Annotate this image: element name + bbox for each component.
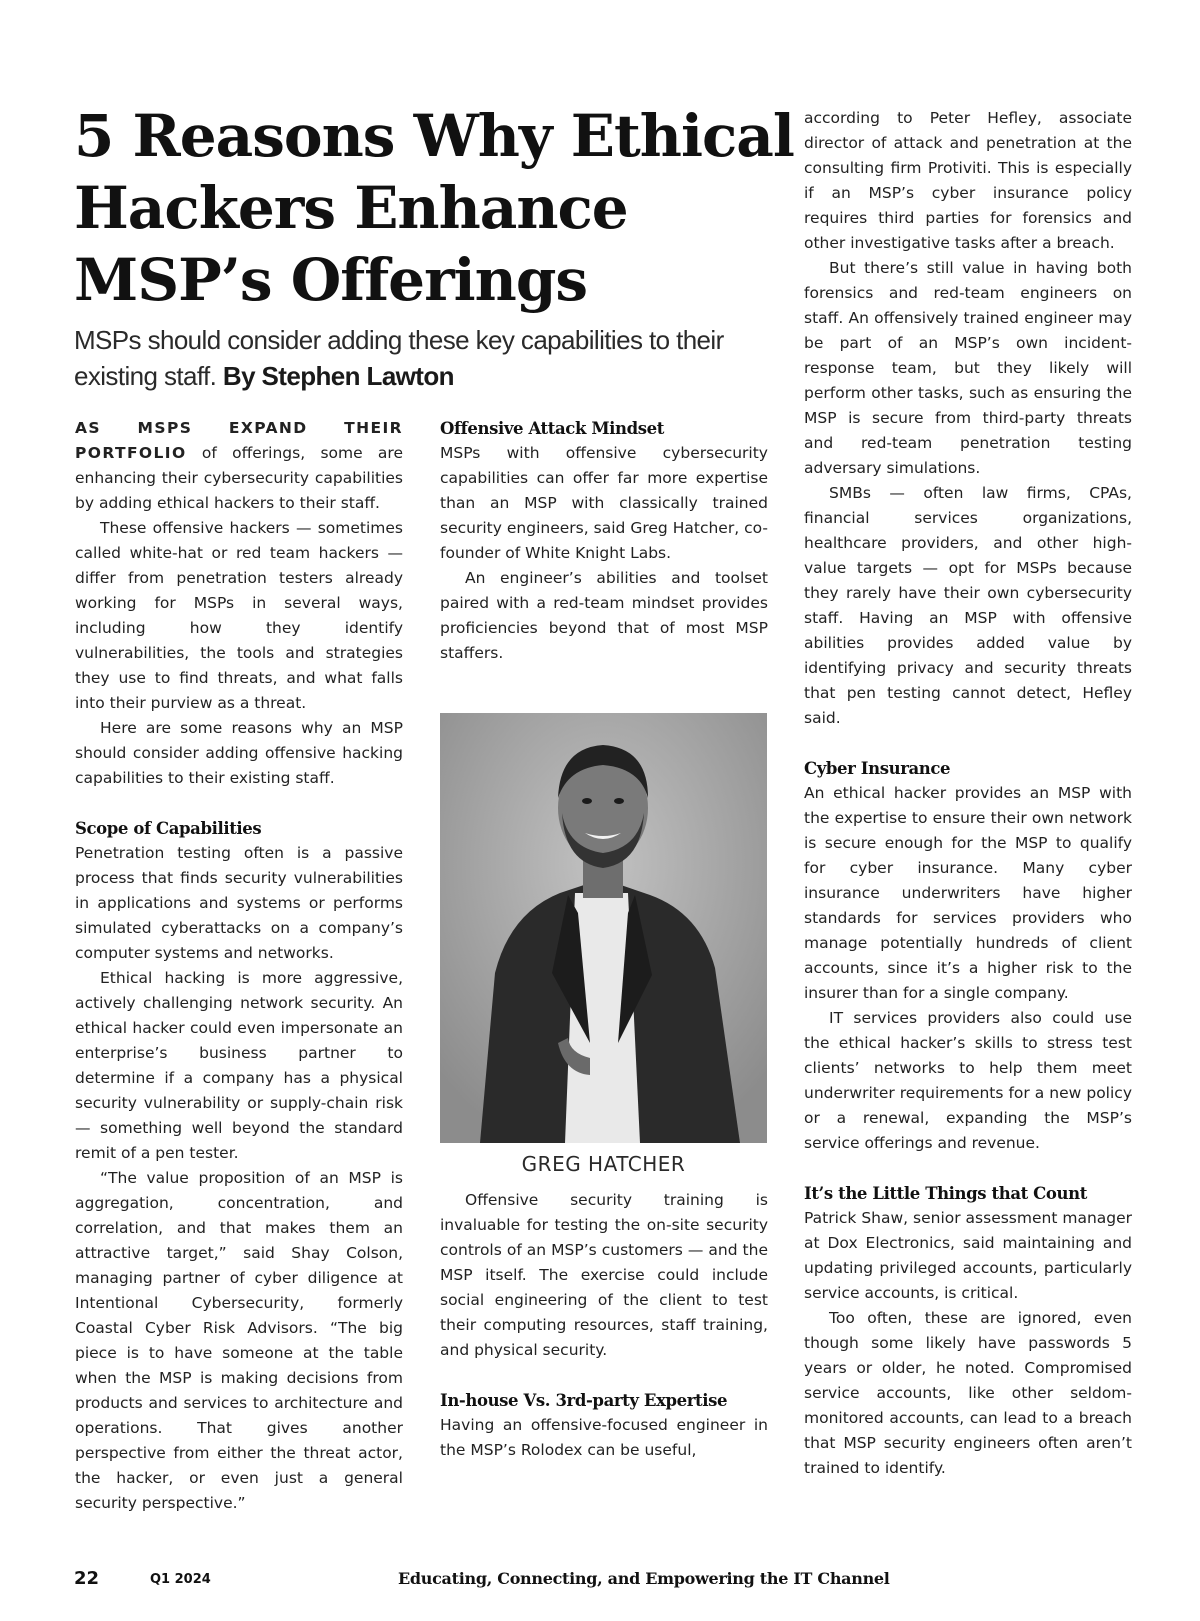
- article-title: [74, 100, 794, 316]
- title-line: MSP’s Offerings: [74, 246, 588, 314]
- section-heading: Scope of Capabilities: [75, 819, 262, 838]
- photo-caption: GREG HATCHER: [521, 1152, 686, 1176]
- article-deck: [74, 322, 774, 394]
- paragraph: An ethical hacker provides an MSP with the expertise to ensure their own network is secure enough for the MSP to qualify for cyber insurance. Many cyber insurance underwriters have higher standards for services providers who manage potentially hundreds of client accounts, since it’s a higher risk to the insurer than for a single company.: [804, 784, 1132, 1002]
- paragraph: “The value proposition of an MSP is aggregation, concentration, and correlation, and that makes them an attractive target,” said Shay Colson, managing partner of cyber diligence at Intentional Cybersecurity, formerly Coastal Cyber Risk Advisors. “The big piece is to have someone at the table when the MSP is making decisions from products and services to architecture and operations. That gives another perspective from either the threat actor, the hacker, or even just a general security perspective.”: [75, 1169, 403, 1512]
- title-line: Hackers Enhance: [74, 174, 628, 242]
- paragraph: according to Peter Hefley, associate director of attack and penetration at the consulting firm Protiviti. This is especially if an MSP’s cyber insurance policy requires third parties for forensics and other investigative tasks after a breach.: [804, 109, 1132, 252]
- paragraph: Penetration testing often is a passive process that finds security vulnerabilities in applications and systems or performs simulated cyberattacks on a company’s computer systems and networks.: [75, 844, 403, 962]
- title-line: 5 Reasons Why Ethical: [74, 102, 794, 170]
- lead-in: AS MSPS EXPAND THEIR PORTFOLIO: [75, 419, 403, 462]
- column-2-top: [440, 416, 768, 666]
- paragraph: An engineer’s abilities and toolset paired with a red-team mindset provides proficiencies beyond that of most MSP staffers.: [440, 569, 768, 662]
- section-heading: It’s the Little Things that Count: [804, 1184, 1087, 1203]
- page-number: 22: [74, 1568, 100, 1589]
- section-heading: Offensive Attack Mindset: [440, 419, 664, 438]
- paragraph: IT services providers also could use the ethical hacker’s skills to stress test clients’ networks to help them meet underwriter requirements for a new policy or a renewal, expanding the MSP’s service offerings and revenue.: [804, 1009, 1132, 1152]
- portrait-illustration: [440, 713, 767, 1143]
- paragraph: Having an offensive-focused engineer in the MSP’s Rolodex can be useful,: [440, 1416, 768, 1459]
- deck-text: MSPs should consider adding these key capabilities to their existing staff.: [74, 325, 724, 391]
- section-heading: Cyber Insurance: [804, 759, 951, 778]
- paragraph: SMBs — often law firms, CPAs, financial services organizations, healthcare providers, and other high-value targets — opt for MSPs because they rarely have their own cybersecurity staff. Having an MSP with offensive abilities provides added value by identifying privacy and security threats that pen testing cannot detect, Hefley said.: [804, 484, 1132, 727]
- portrait-photo: [440, 713, 767, 1143]
- paragraph: [75, 416, 403, 516]
- paragraph: Too often, these are ignored, even though some likely have passwords 5 years or older, he noted. Compromised service accounts, like other seldom-monitored accounts, can lead to a breach that MSP security engineers often aren’t trained to identify.: [804, 1309, 1132, 1477]
- paragraph: Patrick Shaw, senior assessment manager at Dox Electronics, said maintaining and updating privileged accounts, particularly service accounts, is critical.: [804, 1209, 1133, 1302]
- paragraph: These offensive hackers — sometimes called white-hat or red team hackers — differ from penetration testers already working for MSPs in several ways, including how they identify vulnerabilities, the tools and strategies they use to find threats, and what falls into their purview as a threat.: [75, 519, 403, 712]
- paragraph: MSPs with offensive cybersecurity capabilities can offer far more expertise than an MSP with classically trained security engineers, said Greg Hatcher, co-founder of White Knight Labs.: [440, 444, 768, 562]
- column-1: [75, 416, 403, 1516]
- column-3: [804, 106, 1132, 1481]
- footer-tagline: Educating, Connecting, and Empowering the IT Channel: [398, 1569, 890, 1588]
- paragraph: Here are some reasons why an MSP should consider adding offensive hacking capabilities to their existing staff.: [75, 719, 403, 787]
- section-heading: In-house Vs. 3rd-party Expertise: [440, 1391, 728, 1410]
- issue-label: Q1 2024: [150, 1572, 211, 1587]
- paragraph: Ethical hacking is more aggressive, actively challenging network security. An ethical hacker could even impersonate an enterprise’s business partner to determine if a company has a physical security vulnerability or supply-chain risk — something well beyond the standard remit of a pen tester.: [75, 969, 403, 1162]
- paragraph-text: of offerings, some are enhancing their cybersecurity capabilities by adding ethical hackers to their staff.: [75, 444, 403, 512]
- byline: By Stephen Lawton: [222, 361, 454, 391]
- paragraph: But there’s still value in having both forensics and red-team engineers on staff. An offensively trained engineer may be part of an MSP’s own incident-response team, but they likely will perform other tasks, such as ensuring the MSP is secure from third-party threats and red-team penetration testing adversary simulations.: [804, 259, 1132, 477]
- column-2-bottom: [440, 1188, 768, 1463]
- paragraph: Offensive security training is invaluable for testing the on-site security controls of an MSP’s customers — and the MSP itself. The exercise could include social engineering of the client to test their computing resources, staff training, and physical security.: [440, 1191, 768, 1359]
